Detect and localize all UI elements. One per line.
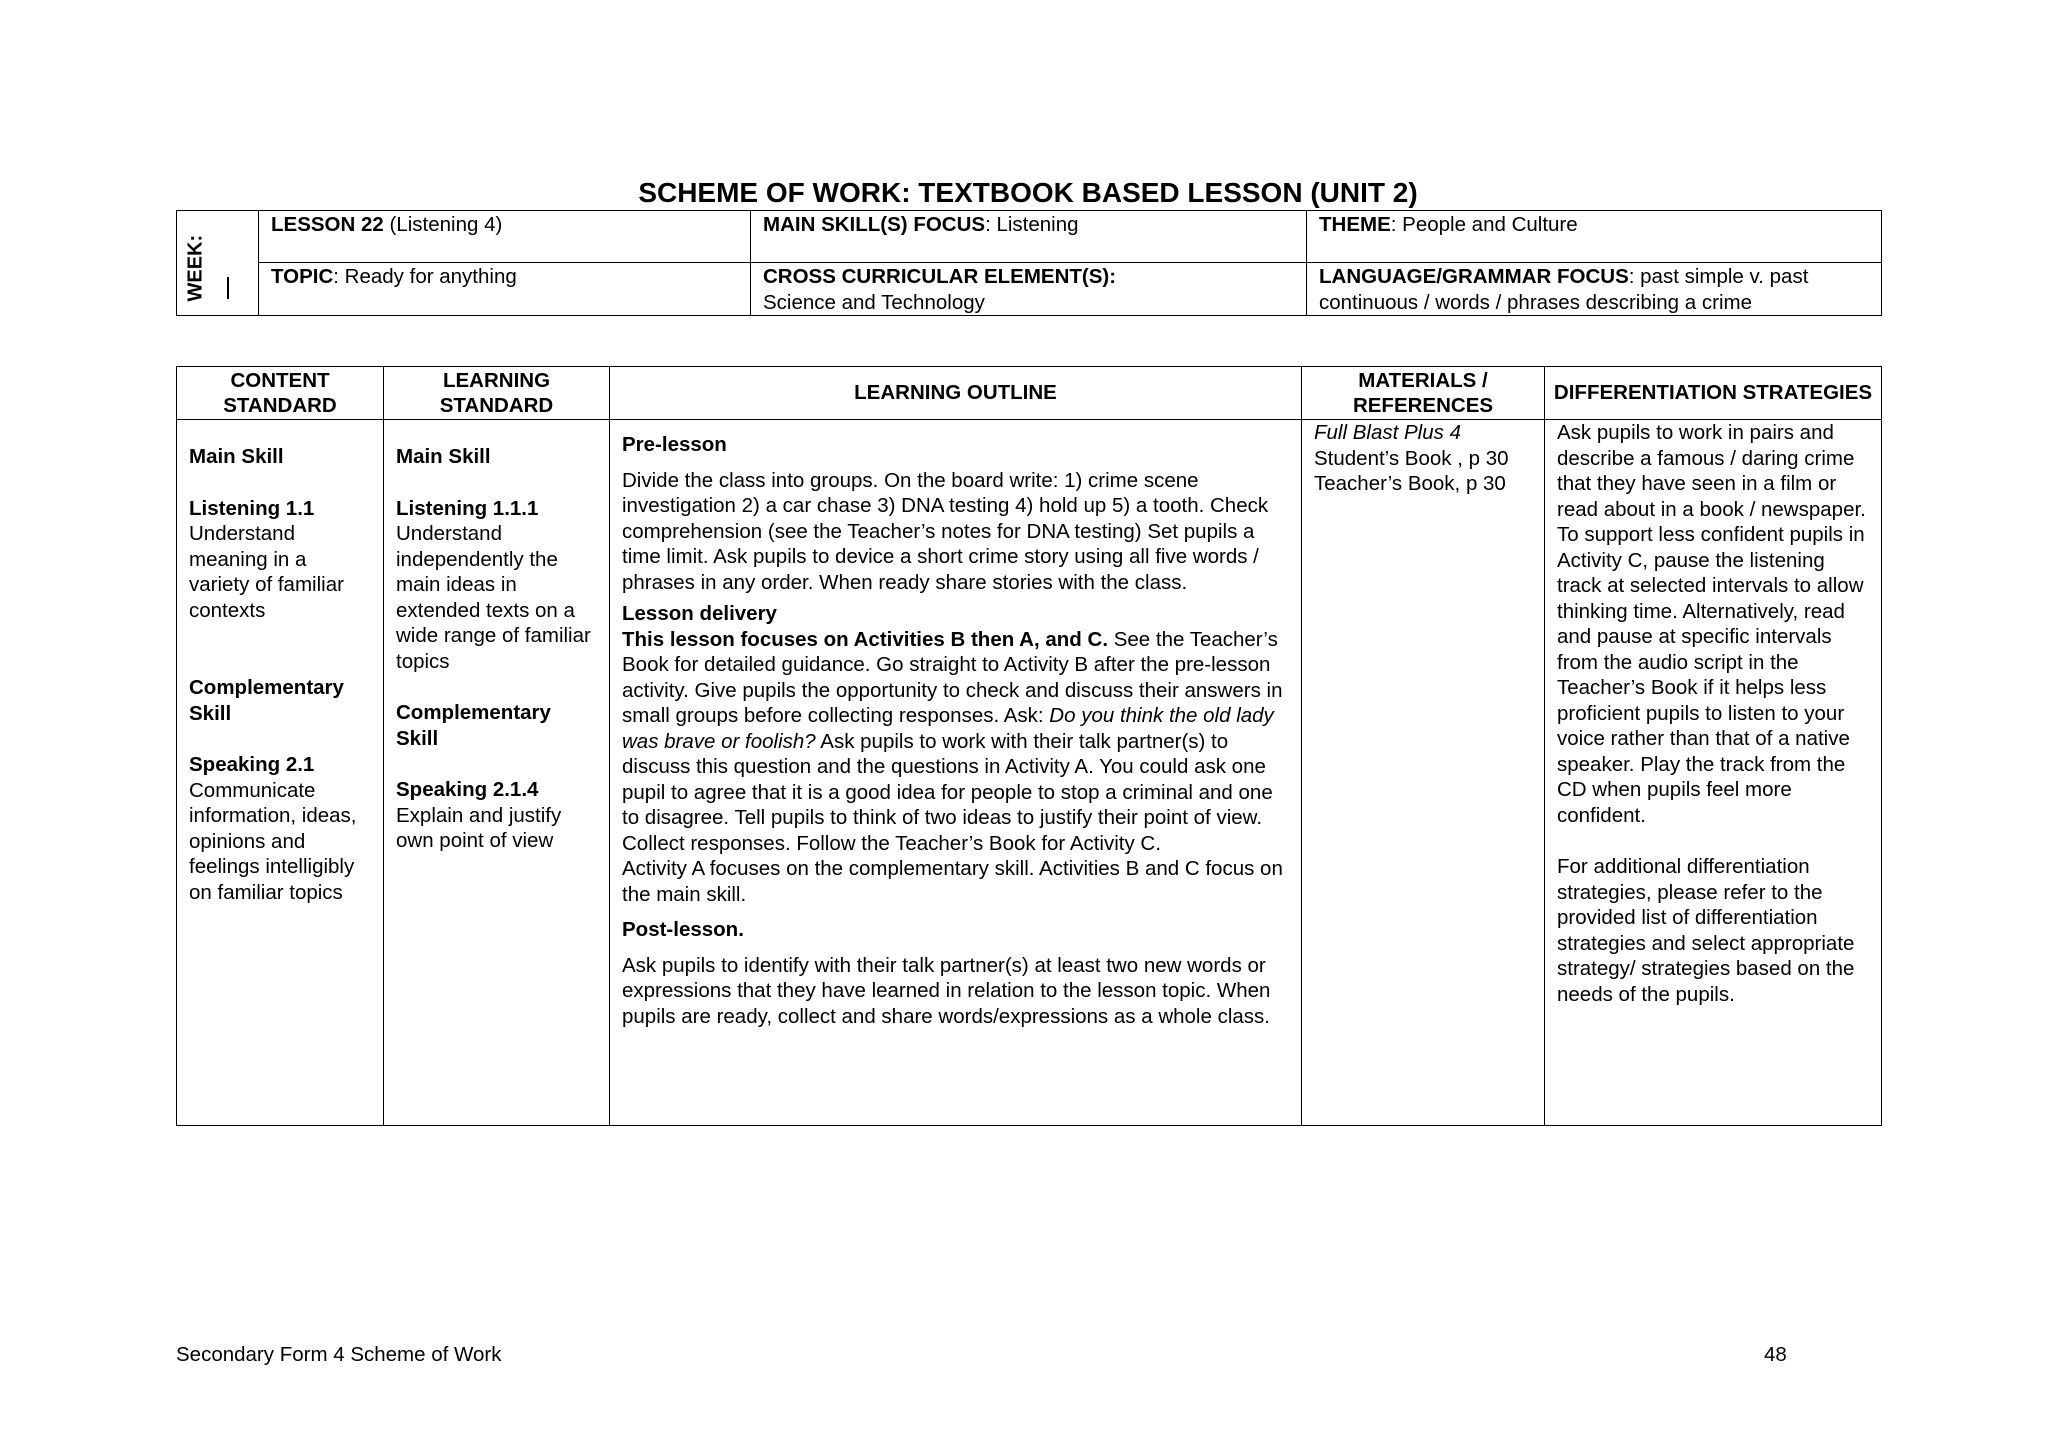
content-standard-cell [177,420,384,1126]
lesson-delivery-question: Do you think the old lady was brave or foolish? [622,704,1274,753]
materials-teacher-book: Teacher’s Book, p 30 [1314,472,1506,495]
week-label: WEEK: [184,234,207,301]
content-comp-desc: Communicate information, ideas, opinions and feelings intelligibly on familiar topics [189,778,357,904]
cross-curricular-value: Science and Technology [763,290,985,314]
column-header-content-standard: CONTENT STANDARD [177,367,384,420]
differentiation-cell [1545,420,1882,1126]
column-header-materials: MATERIALS / REFERENCES [1302,367,1545,420]
lesson-label: LESSON 22 [271,213,384,236]
learning-main-skill-heading: Main Skill [396,445,491,468]
document-title: SCHEME OF WORK: TEXTBOOK BASED LESSON (UNIT 2) [638,177,1418,208]
week-cell [177,211,259,316]
differentiation-paragraph-1: Ask pupils to work in pairs and describe a famous / daring crime that they have seen in a film or read about in a book / newspaper. To support less confident pupils in Activity C, pause the listening track at selected intervals to allow thinking time. Alternatively, read and pause at specific intervals from the audio script in the Teacher’s Book if it helps less proficient pupils to listen to your voice rather than that of a native speaker. Play the track from the CD when pupils feel more confident. [1557,421,1866,827]
cross-curricular-label: CROSS CURRICULAR ELEMENT(S): [763,265,1117,288]
grammar-focus-cell [1307,263,1882,316]
footer-page-number: 48 [1764,1343,1787,1366]
materials-student-book: Student’s Book , p 30 [1314,446,1509,470]
lesson-delivery-note: Activity A focuses on the complementary skill. Activities B and C focus on the main skill. [622,857,1283,906]
theme-value: : People and Culture [1390,213,1578,236]
topic-value: : Ready for anything [333,265,517,288]
lesson-delivery-heading: Lesson delivery [622,602,777,625]
column-header-learning-standard: LEARNING STANDARD [384,367,610,420]
content-main-code: Listening 1.1 [189,496,315,520]
grammar-focus-value: : past simple v. past continuous / words / phrases describing a crime [1319,265,1809,314]
grammar-focus-label: LANGUAGE/GRAMMAR FOCUS [1319,265,1629,288]
learning-comp-heading: Complementary Skill [396,701,551,750]
cross-curricular-cell [751,263,1307,316]
learning-comp-code: Speaking 2.1.4 [396,778,539,801]
column-header-learning-outline: LEARNING OUTLINE [610,367,1302,420]
content-comp-heading: Complementary Skill [189,676,344,725]
content-comp-code: Speaking 2.1 [189,753,315,776]
main-skill-value: : Listening [985,213,1079,236]
materials-book: Full Blast Plus 4 [1314,421,1461,444]
footer-document-name: Secondary Form 4 Scheme of Work [176,1343,502,1366]
lesson-plan-table [176,366,1882,1126]
main-skill-cell [751,211,1307,263]
theme-label: THEME [1319,213,1391,236]
pre-lesson-heading: Pre-lesson [622,433,727,456]
learning-standard-cell [384,420,610,1126]
post-lesson-text: Ask pupils to identify with their talk partner(s) at least two new words or expressions that they have learned in relation to the lesson topic. When pupils are ready, collect and share words/expressions as a whole class. [622,953,1271,1028]
lesson-header-table [176,210,1882,316]
topic-label: TOPIC [271,265,334,288]
learning-main-desc: Understand independently the main ideas in extended texts on a wide range of familiar topics [396,522,591,673]
theme-cell [1307,211,1882,263]
lesson-delivery-text-2: Ask pupils to work with their talk partner(s) to discuss this question and the questions in Activity A. You could ask one pupil to agree that it is a good idea for people to stop a criminal and one to disagree. Tell pupils to think of two ideas to justify their point of view. Collect responses. Follow the Teacher’s Book for Activity C. [622,729,1273,855]
topic-cell [259,263,751,316]
lesson-value: (Listening 4) [383,213,503,236]
learning-main-code: Listening 1.1.1 [396,496,539,520]
lesson-cell [259,211,751,263]
lesson-delivery-bold: This lesson focuses on Activities B then A, and C. [622,627,1109,651]
content-main-skill-heading: Main Skill [189,445,284,468]
lesson-delivery-text-1: See the Teacher’s Book for detailed guidance. Go straight to Activity B after the pre-lesson activity. Give pupils the opportunity to check and discuss their answers in small groups before collecting responses. Ask: [622,627,1283,727]
lesson-delivery-text [622,627,1289,857]
week-value-mark [227,277,229,299]
learning-outline-cell [610,420,1302,1126]
learning-comp-desc: Explain and justify own point of view [396,803,562,852]
main-skill-label: MAIN SKILL(S) FOCUS [763,213,986,236]
materials-cell [1302,420,1545,1126]
pre-lesson-text: Divide the class into groups. On the board write: 1) crime scene investigation 2) a car chase 3) DNA testing 4) hold up 5) a tooth. Check comprehension (see the Teacher’s notes for DNA testing) Set pupils a time limit. Ask pupils to device a short crime story using all five words / phrases in any order. When ready share stories with the class. [622,468,1269,594]
column-header-differentiation: DIFFERENTIATION STRATEGIES [1545,367,1882,420]
differentiation-paragraph-2: For additional differentiation strategies, please refer to the provided list of differentiation strategies and select appropriate strategy/ strategies based on the needs of the pupils. [1557,855,1855,1006]
content-main-desc: Understand meaning in a variety of familiar contexts [189,522,344,622]
post-lesson-heading: Post-lesson. [622,918,744,941]
